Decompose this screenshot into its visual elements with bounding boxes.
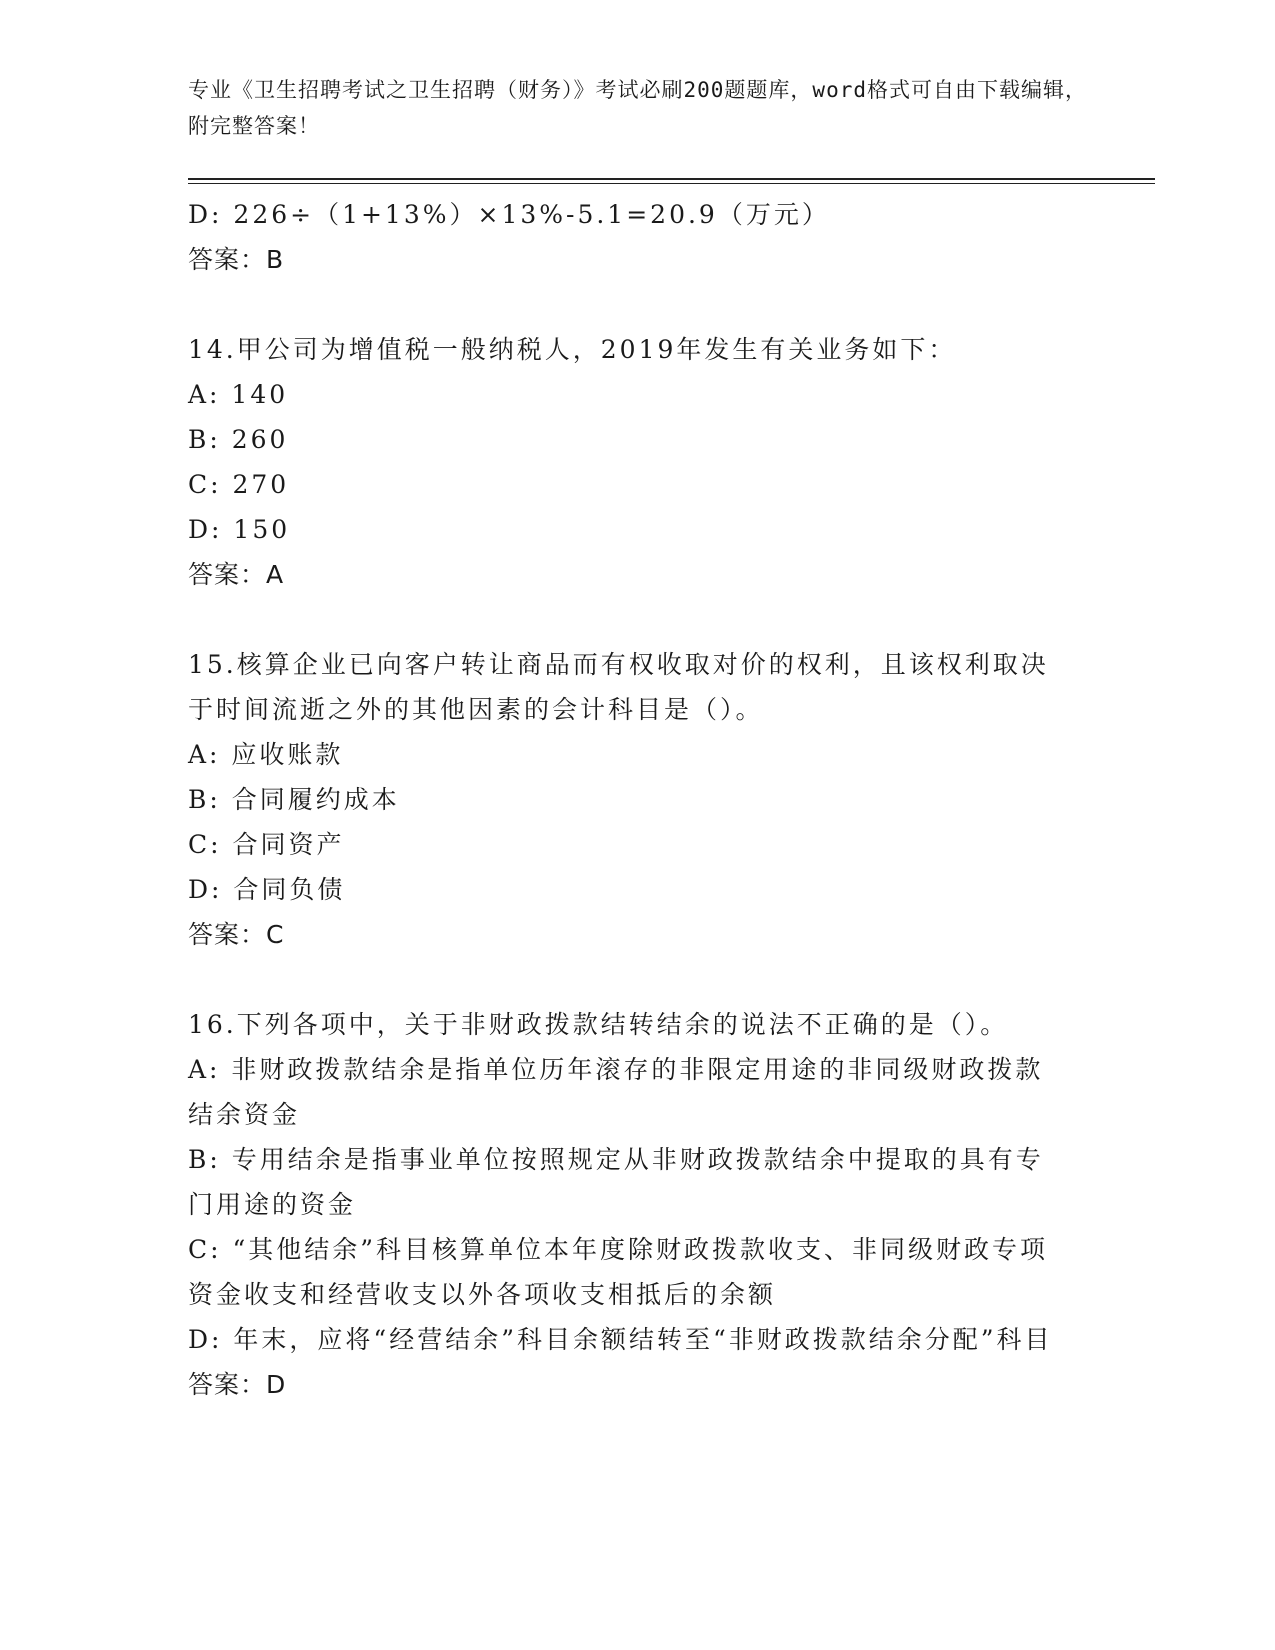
question-16-stem: 16.下列各项中，关于非财政拨款结转结余的说法不正确的是（）。	[188, 1010, 1009, 1039]
prev-option-d: D: 226÷（1+13%）×13%-5.1=20.9（万元）	[188, 200, 830, 229]
question-15-option-d: D: 合同负债	[188, 875, 346, 904]
prev-answer: 答案：B	[188, 245, 285, 274]
question-15-option-b: B: 合同履约成本	[188, 785, 400, 814]
question-14-option-a: A: 140	[188, 380, 289, 409]
spacer	[188, 597, 1088, 642]
spacer	[188, 957, 1088, 1002]
question-14-stem: 14.甲公司为增值税一般纳税人，2019年发生有关业务如下：	[188, 335, 957, 364]
question-15-option-a: A: 应收账款	[188, 740, 344, 769]
spacer	[188, 282, 1088, 327]
question-14-answer: 答案：A	[188, 560, 285, 589]
question-14-option-d: D: 150	[188, 515, 291, 544]
question-15-stem: 15.核算企业已向客户转让商品而有权收取对价的权利，且该权利取决于时间流逝之外的其他因素的会计科目是（）。	[188, 650, 1049, 724]
document-header: 专业《卫生招聘考试之卫生招聘（财务）》考试必刷200题题库，word格式可自由下载编辑，附完整答案！	[188, 78, 1087, 138]
header-rule	[188, 178, 1155, 184]
question-16-option-c: C: “其他结余”科目核算单位本年度除财政拨款收支、非同级财政专项资金收支和经营收支以外各项收支相抵后的余额	[188, 1235, 1049, 1309]
question-15-option-c: C: 合同资产	[188, 830, 345, 859]
question-16-option-b: B: 专用结余是指事业单位按照规定从非财政拨款结余中提取的具有专门用途的资金	[188, 1145, 1044, 1219]
question-14-option-b: B: 260	[188, 425, 289, 454]
question-16-answer: 答案：D	[188, 1370, 287, 1399]
question-14-option-c: C: 270	[188, 470, 290, 499]
question-content	[188, 192, 1088, 1407]
document-page	[188, 72, 1088, 1407]
question-15-answer: 答案：C	[188, 920, 285, 949]
question-16-option-d: D: 年末，应将“经营结余”科目余额结转至“非财政拨款结余分配”科目	[188, 1325, 1053, 1354]
question-16-option-a: A: 非财政拨款结余是指单位历年滚存的非限定用途的非同级财政拨款结余资金	[188, 1055, 1044, 1129]
